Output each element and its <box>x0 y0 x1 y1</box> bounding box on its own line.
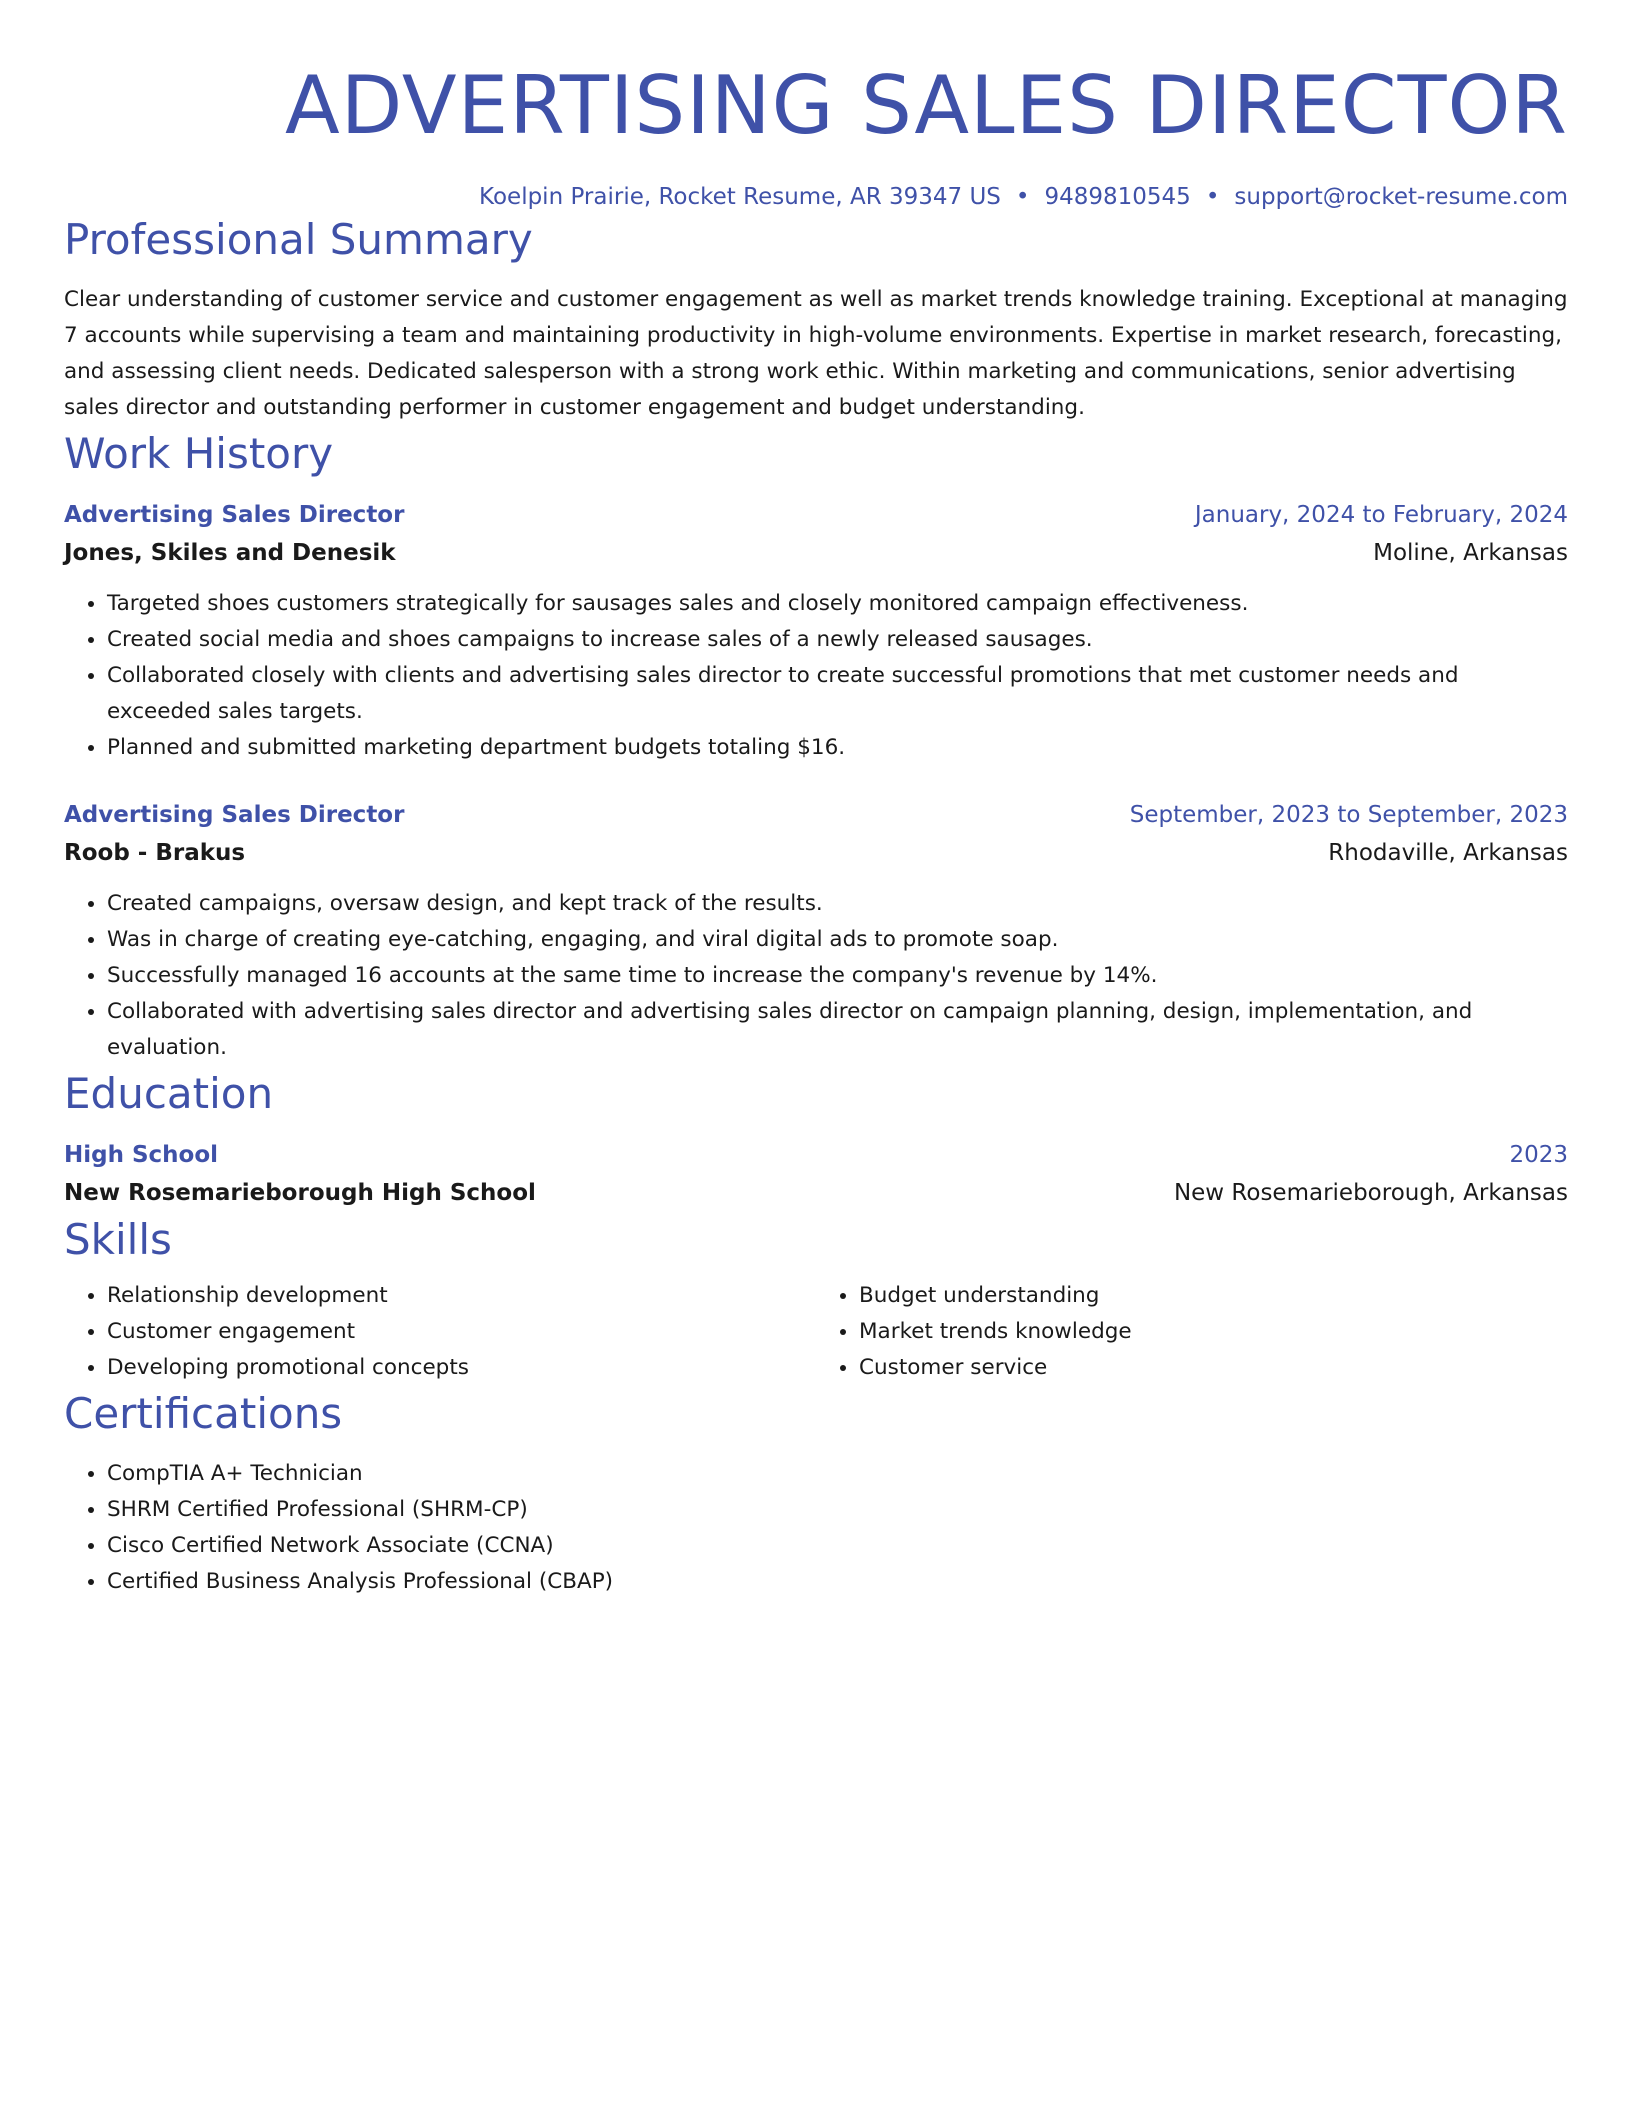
education-year: 2023 <box>1509 1142 1568 1168</box>
job-bullet: • Collaborated with advertising sales director and advertising sales director on campaign planning, design, implementation, and evaluation. <box>107 994 1568 1066</box>
job-bullets <box>64 886 1568 1066</box>
job-dates: January, 2024 to February, 2024 <box>1194 502 1568 528</box>
education-section <box>64 1066 1568 1212</box>
job-employer: Roob - Brakus <box>64 840 246 866</box>
job-employer: Jones, Skiles and Denesik <box>64 540 396 566</box>
certification-item: • Certified Business Analysis Professional (CBAP) <box>107 1564 1568 1600</box>
job-bullet: • Planned and submitted marketing department budgets totaling $16. <box>107 730 1568 766</box>
resume-header <box>64 56 1568 212</box>
certifications-heading: Certifications <box>64 1389 343 1438</box>
job-title: Advertising Sales Director <box>64 802 405 828</box>
job-bullets <box>64 586 1568 766</box>
certifications-section <box>64 1386 1568 1600</box>
job-dates: September, 2023 to September, 2023 <box>1129 802 1568 828</box>
skill-item: • Market trends knowledge <box>859 1314 1568 1350</box>
contact-address: Koelpin Prairie, Rocket Resume, AR 39347 US <box>479 184 1001 210</box>
job-entry <box>64 496 1568 766</box>
certification-item: • Cisco Certified Network Associate (CCNA) <box>107 1528 1568 1564</box>
contact-line <box>64 182 1568 212</box>
summary-text: Clear understanding of customer service and customer engagement as well as market trends knowledge training. Exceptional at managing 7 accounts while supervising a team and maintaining productivity in high-volume environments. Expertise in market research, forecasting, and assessing client needs. Dedicated salesperson with a strong work ethic. Within marketing and communications, senior advertising sales director and outstanding performer in customer engagement and budget understanding. <box>64 287 1568 420</box>
job-bullet: • Was in charge of creating eye-catching, engaging, and viral digital ads to promote soap. <box>107 922 1568 958</box>
certification-item: • SHRM Certified Professional (SHRM-CP) <box>107 1492 1568 1528</box>
education-school: New Rosemarieborough High School <box>64 1180 536 1206</box>
skill-item: • Developing promotional concepts <box>107 1350 816 1386</box>
skill-item: • Customer engagement <box>107 1314 816 1350</box>
job-location: Rhodaville, Arkansas <box>1328 840 1568 866</box>
job-bullet: • Collaborated closely with clients and advertising sales director to create successful promotions that met customer needs and exceeded sales targets. <box>107 658 1568 730</box>
job-bullet: • Created campaigns, oversaw design, and kept track of the results. <box>107 886 1568 922</box>
job-title: Advertising Sales Director <box>64 502 405 528</box>
education-entry <box>64 1136 1568 1212</box>
skill-item: • Budget understanding <box>859 1278 1568 1314</box>
job-bullet: • Created social media and shoes campaigns to increase sales of a newly released sausages. <box>107 622 1568 658</box>
education-location: New Rosemarieborough, Arkansas <box>1173 1180 1568 1206</box>
contact-separator: • <box>1205 184 1220 210</box>
education-heading: Education <box>64 1069 274 1118</box>
contact-email: support@rocket-resume.com <box>1234 184 1568 210</box>
skills-section <box>64 1212 1568 1386</box>
skill-item: • Customer service <box>859 1350 1568 1386</box>
work-history-section <box>64 426 1568 1066</box>
certification-item: • CompTIA A+ Technician <box>107 1456 1568 1492</box>
education-degree: High School <box>64 1142 219 1168</box>
job-entry <box>64 796 1568 1066</box>
summary-heading: Professional Summary <box>64 215 533 264</box>
certifications-list <box>64 1456 1568 1600</box>
skill-item: • Relationship development <box>107 1278 816 1314</box>
skills-grid <box>64 1278 1568 1386</box>
contact-separator: • <box>1015 184 1030 210</box>
contact-phone: 9489810545 <box>1044 184 1191 210</box>
job-bullet: • Targeted shoes customers strategically for sausages sales and closely monitored campaign effectiveness. <box>107 586 1568 622</box>
page-title: ADVERTISING SALES DIRECTOR <box>285 59 1568 152</box>
summary-section <box>64 212 1568 426</box>
job-bullet: • Successfully managed 16 accounts at the same time to increase the company's revenue by 14%. <box>107 958 1568 994</box>
work-history-heading: Work History <box>64 429 334 478</box>
job-location: Moline, Arkansas <box>1373 540 1568 566</box>
skills-list-right <box>816 1278 1568 1386</box>
skills-list-left <box>64 1278 816 1386</box>
skills-heading: Skills <box>64 1215 172 1264</box>
